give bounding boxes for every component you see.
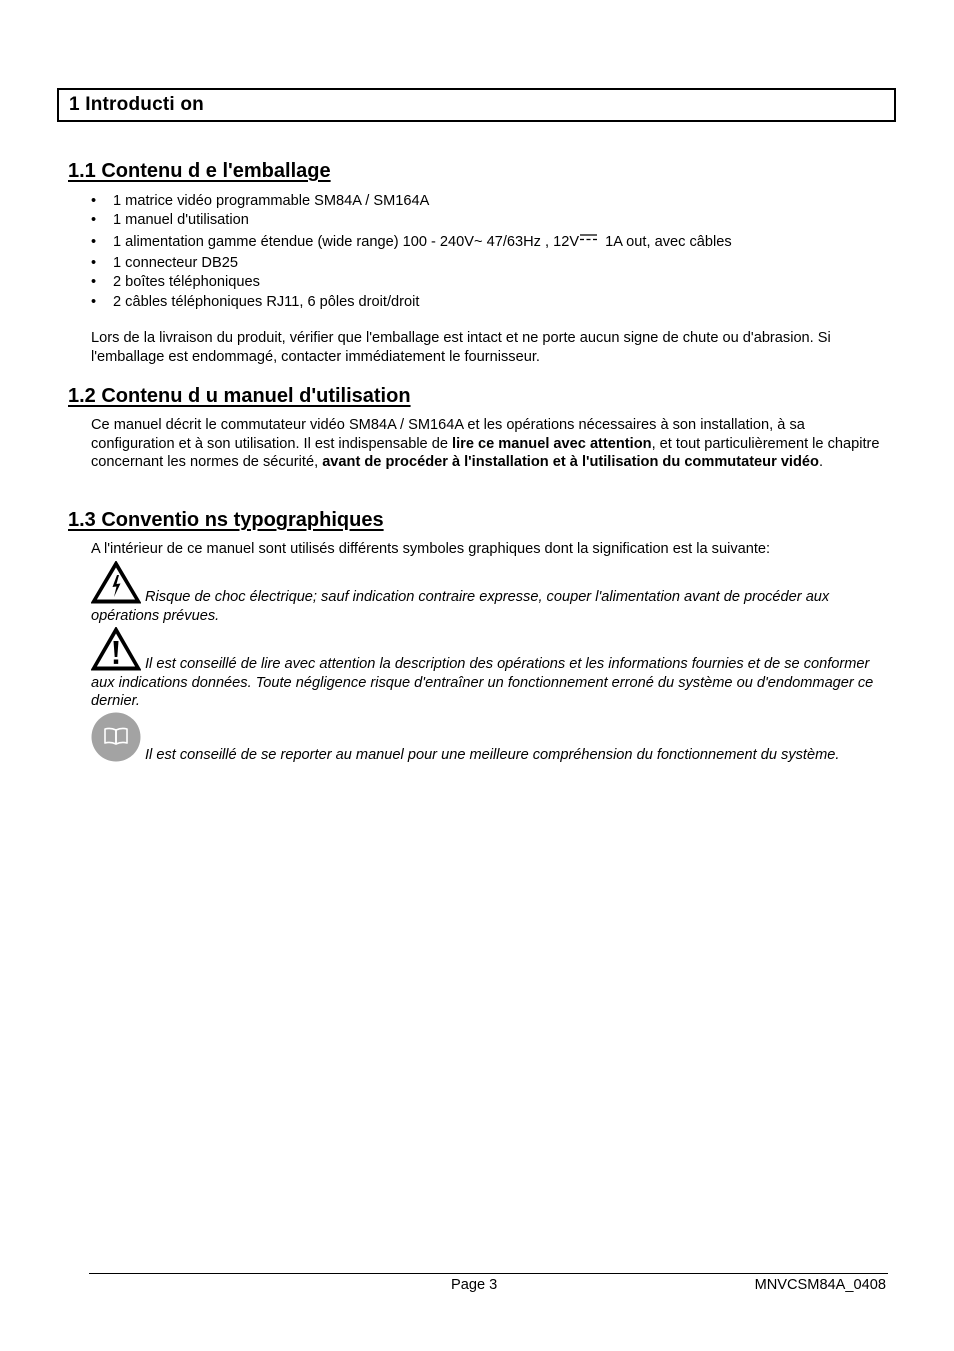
section-title-typographic-conventions: 1.3 Conventio ns typographiques	[68, 509, 384, 531]
list-item	[91, 293, 732, 312]
page-number: Page 3	[451, 1277, 498, 1293]
section-title-manual-contents: 1.2 Contenu d u manuel d'utilisation	[68, 385, 411, 407]
paragraph-text: .	[818, 454, 823, 471]
delivery-note-paragraph: Lors de la livraison du produit, vérifier que l'emballage est intact et ne porte aucun signe de chute ou d'abrasion. Si l'emballage est endommagé, contacter immédiatement le fournisseur.	[91, 330, 831, 365]
manual-description-paragraph	[91, 416, 891, 472]
paragraph-text: Ce manuel décrit le commutateur vidéo SM84A / SM164A et les opérations nécessaires à son installation, à sa configuration et à son utilisation. Il est indispensable de	[91, 417, 805, 452]
section-title-package-contents: 1.1 Contenu d e l'emballage	[68, 160, 331, 182]
note-caution-text: Il est conseillé de lire avec attention la description des opérations et les informations fournies et de se conformer aux indications données. Toute négligence risque d'entraîner un fonctionnement erroné du système ou d'endommager ce dernier.	[91, 656, 874, 710]
conventions-intro: A l'intérieur de ce manuel sont utilisés différents symboles graphiques dont la signification est la suivante:	[91, 541, 771, 557]
paragraph-text: , et tout particulièrement le chapitre concernant les normes de sécurité,	[91, 435, 880, 471]
list-item-text: 1 connecteur DB25	[113, 255, 238, 272]
list-item-text: 2 boîtes téléphoniques	[113, 274, 260, 291]
list-item-text: 2 câbles téléphoniques RJ11, 6 pôles droit/droit	[113, 293, 420, 310]
list-item	[91, 192, 732, 211]
dc-current-icon	[580, 234, 597, 241]
chapter-heading-box	[57, 88, 896, 122]
package-contents-list	[91, 192, 732, 312]
chapter-title: 1 Introducti on	[69, 94, 204, 115]
list-item	[91, 211, 732, 230]
list-item	[91, 273, 732, 292]
paragraph-emphasis: avant de procéder à l'installation et à l'utilisation du commutateur vidéo	[322, 454, 819, 471]
note-manual-text: Il est conseillé de se reporter au manuel pour une meilleure compréhension du fonctionnement du système.	[145, 747, 840, 763]
list-item-text-suffix: 1A out, avec câbles	[605, 233, 732, 250]
paragraph-emphasis: lire ce manuel avec attention	[452, 435, 652, 452]
list-item	[91, 231, 732, 255]
note-electric-shock-text: Risque de choc électrique; sauf indication contraire expresse, couper l'alimentation avant de procéder aux opérations prévues.	[91, 589, 830, 624]
list-item-text: 1 manuel d'utilisation	[113, 212, 249, 229]
list-item-text: 1 alimentation gamme étendue (wide range) 100 - 240V~ 47/63Hz , 12V	[113, 233, 580, 250]
list-item-text: 1 matrice vidéo programmable SM84A / SM164A	[113, 193, 430, 209]
footer-divider	[89, 1273, 888, 1274]
list-item	[91, 254, 732, 273]
document-code: MNVCSM84A_0408	[754, 1277, 886, 1293]
